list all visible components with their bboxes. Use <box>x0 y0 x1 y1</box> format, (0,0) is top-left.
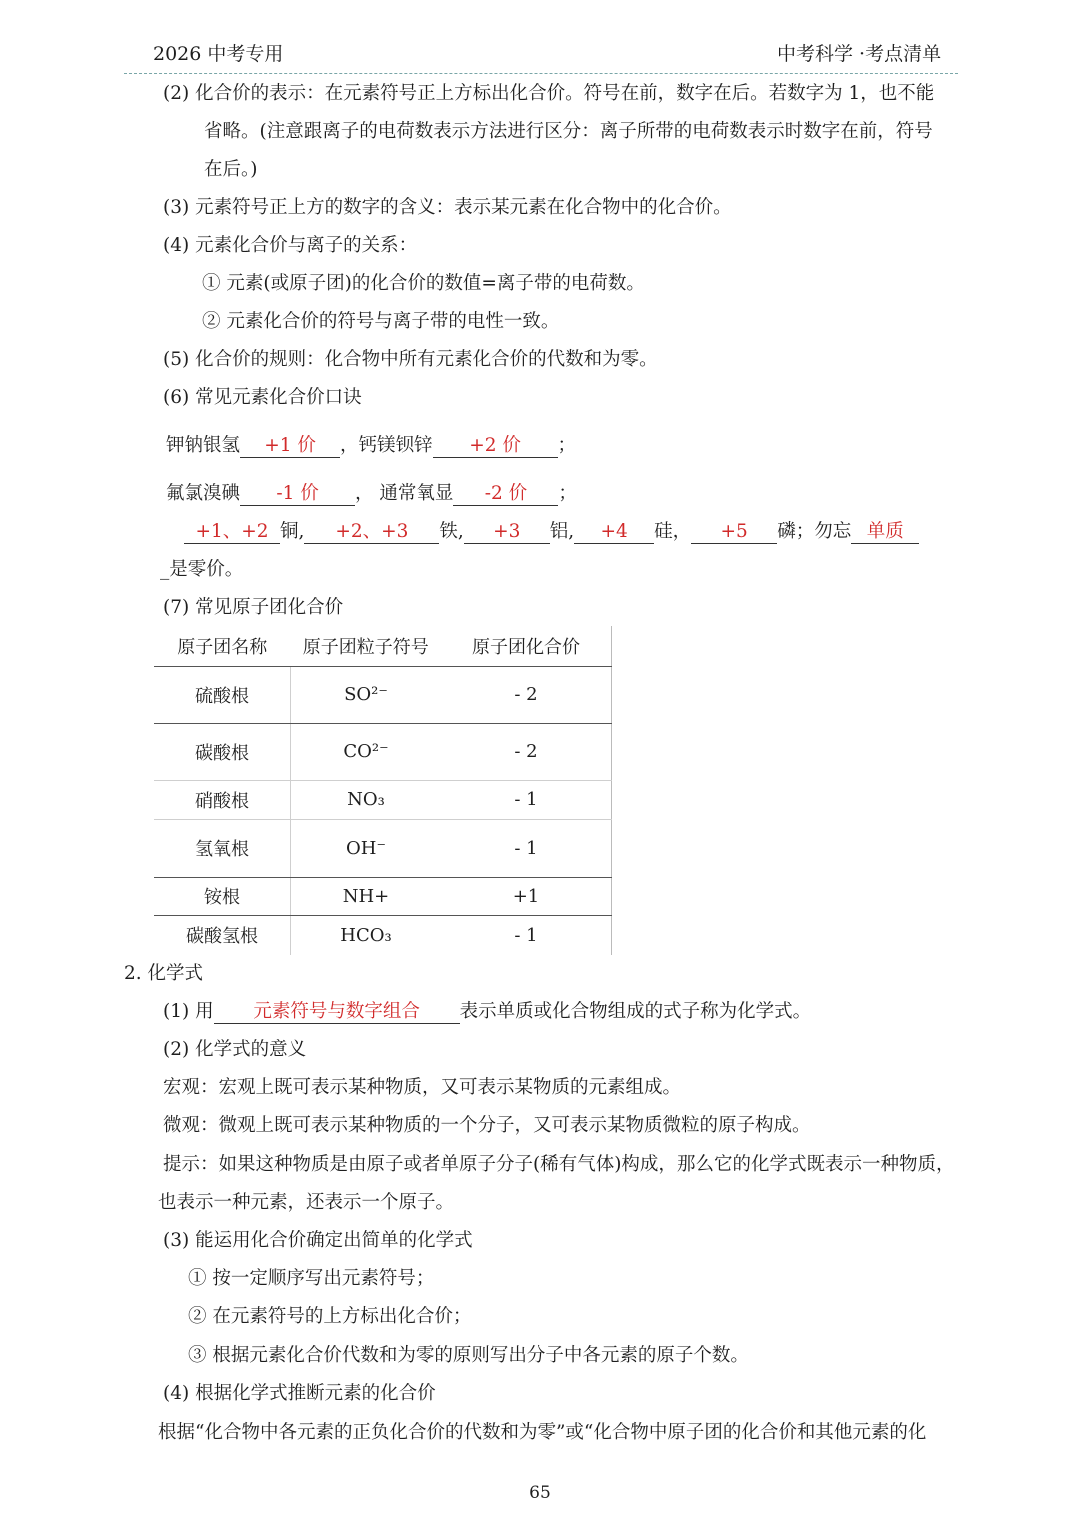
item-5: (5) 化合价的规则：化合物中所有元素化合价的代数和为零。 <box>163 349 658 370</box>
answer-blank: +2 价 <box>433 435 558 458</box>
radical-symbol: OH⁻ <box>291 819 442 877</box>
table-header: 原子团化合价 <box>441 626 612 666</box>
radical-name: 硝酸根 <box>154 780 291 819</box>
radical-valence: - 1 <box>441 915 612 955</box>
radical-name: 铵根 <box>154 877 291 915</box>
table-row <box>154 915 612 955</box>
table-row <box>154 723 612 780</box>
item-2-line-2: 省略。(注意跟离子的电荷数表示方法进行区分：离子所带的电荷数表示时数字在前，符号 <box>204 121 933 142</box>
answer-blank: +5 <box>691 521 777 544</box>
header-left: 2026 中考专用 <box>153 43 284 65</box>
header-right: 中考科学 ·考点清单 <box>777 43 942 65</box>
item-4: (4) 元素化合价与离子的关系： <box>163 235 418 256</box>
radical-valence: - 2 <box>441 723 612 780</box>
radical-valence: - 2 <box>441 666 612 723</box>
table-header: 原子团粒子符号 <box>291 626 442 666</box>
mnemonic-text: ； <box>558 483 577 504</box>
last-paragraph-line: 根据“化合物中各元素的正负化合价的代数和为零”或“化合物中原子团的化合价和其他元素的化 <box>158 1422 927 1443</box>
mnemonic-text: 磷；勿忘 <box>777 521 852 542</box>
mnemonic-text: ， 通常氧显 <box>355 483 454 504</box>
mnemonic-row-3 <box>184 520 919 544</box>
table-row <box>154 877 612 915</box>
formula-item-4: (4) 根据化学式推断元素的化合价 <box>163 1383 436 1404</box>
answer-blank: +2、+3 <box>304 521 439 544</box>
item-4-sub-2: ② 元素化合价的符号与离子带的电性一致。 <box>202 311 560 332</box>
formula-item-3: (3) 能运用化合价确定出简单的化学式 <box>163 1230 473 1251</box>
radical-table <box>154 626 612 955</box>
formula-def-suffix: 表示单质或化合物组成的式子称为化学式。 <box>459 1001 812 1022</box>
mnemonic-text: 钾钠银氢 <box>166 435 241 456</box>
answer-blank: 元素符号与数字组合 <box>214 1001 460 1024</box>
formula-item-2: (2) 化学式的意义 <box>163 1039 307 1060</box>
tip-line-2: 也表示一种元素，还表示一个原子。 <box>158 1192 455 1213</box>
answer-blank: +4 <box>574 521 654 544</box>
mnemonic-text: 硅， <box>654 521 692 542</box>
table-row <box>154 819 612 877</box>
table-header-row <box>154 626 612 666</box>
mnemonic-row-4: _是零价。 <box>160 559 244 580</box>
header-divider <box>124 73 958 74</box>
item-4-sub-1: ① 元素(或原子团)的化合价的数值=离子带的电荷数。 <box>202 273 645 294</box>
section-2-title: 2. 化学式 <box>124 963 204 984</box>
radical-symbol: NH+ <box>291 877 442 915</box>
radical-symbol: CO²⁻ <box>291 723 442 780</box>
mnemonic-row-2 <box>166 482 577 506</box>
mnemonic-text: 氟氯溴碘 <box>166 483 241 504</box>
radical-valence: +1 <box>441 877 612 915</box>
item-2-line-1: (2) 化合价的表示：在元素符号正上方标出化合价。符号在前，数字在后。若数字为 1，也不能 <box>163 83 935 104</box>
answer-blank: +1 价 <box>240 435 340 458</box>
answer-blank: -2 价 <box>453 483 558 506</box>
mnemonic-text: 铁, <box>439 521 464 542</box>
radical-symbol: NO₃ <box>291 780 442 819</box>
formula-item-3-step-1: ① 按一定顺序写出元素符号； <box>188 1268 435 1289</box>
answer-blank: -1 价 <box>240 483 355 506</box>
radical-valence: - 1 <box>441 819 612 877</box>
answer-blank: +3 <box>464 521 550 544</box>
formula-def-prefix: (1) 用 <box>163 1001 214 1022</box>
mnemonic-text: 铝, <box>549 521 575 542</box>
formula-item-1 <box>163 1000 811 1024</box>
radical-symbol: SO²⁻ <box>291 666 442 723</box>
radical-name: 碳酸根 <box>154 723 291 780</box>
table-row <box>154 666 612 723</box>
mnemonic-text: 铜, <box>280 521 305 542</box>
item-2-line-3: 在后。) <box>204 159 258 180</box>
micro-meaning: 微观：微观上既可表示某种物质的一个分子，又可表示某物质微粒的原子构成。 <box>163 1115 811 1136</box>
table-header: 原子团名称 <box>154 626 291 666</box>
mnemonic-text: ； <box>557 435 577 456</box>
radical-name: 碳酸氢根 <box>154 915 291 955</box>
formula-item-3-step-2: ② 在元素符号的上方标出化合价； <box>188 1306 472 1327</box>
tip-line-1: 提示：如果这种物质是由原子或者单原子分子(稀有气体)构成，那么它的化学式既表示一种物质， <box>163 1154 955 1175</box>
mnemonic-row-1 <box>166 434 576 458</box>
macro-meaning: 宏观：宏观上既可表示某种物质，又可表示某物质的元素组成。 <box>163 1077 682 1098</box>
page-number: 65 <box>529 1483 551 1503</box>
answer-blank: +1、+2 <box>184 521 280 544</box>
radical-name: 硫酸根 <box>154 666 291 723</box>
table-row <box>154 780 612 819</box>
answer-blank: 单质 <box>851 521 919 544</box>
item-7: (7) 常见原子团化合价 <box>163 597 344 618</box>
item-3: (3) 元素符号正上方的数字的含义：表示某元素在化合物中的化合价。 <box>163 197 732 218</box>
mnemonic-text: ，钙镁钡锌 <box>340 435 433 456</box>
item-6: (6) 常见元素化合价口诀 <box>163 387 362 408</box>
radical-name: 氢氧根 <box>154 819 291 877</box>
radical-valence: - 1 <box>441 780 612 819</box>
radical-symbol: HCO₃ <box>340 924 392 946</box>
formula-item-3-step-3: ③ 根据元素化合价代数和为零的原则写出分子中各元素的原子个数。 <box>188 1345 749 1366</box>
